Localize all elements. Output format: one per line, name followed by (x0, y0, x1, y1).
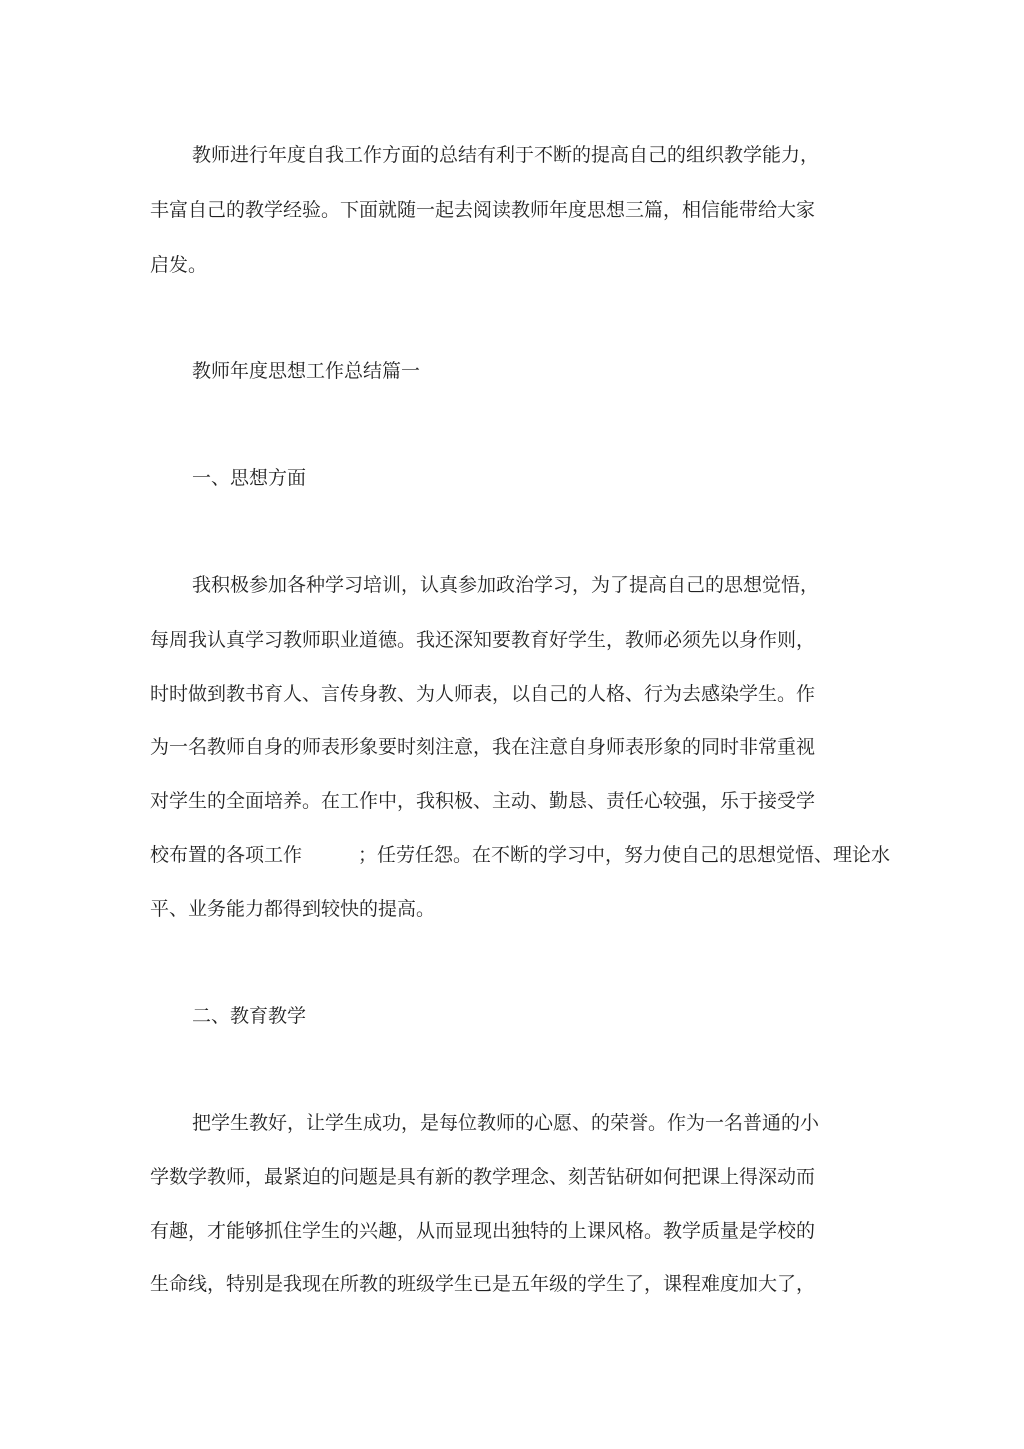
article-title: 教师年度思想工作总结篇一 (192, 360, 421, 382)
section-2-line-2: 学数学教师，最紧迫的问题是具有新的教学理念、刻苦钻研如何把课上得深动而 (150, 1166, 816, 1188)
section-2-line-3: 有趣，才能够抓住学生的兴趣，从而显现出独特的上课风格。教学质量是学校的 (150, 1220, 816, 1242)
section-1-line-3: 时时做到教书育人、言传身教、为人师表，以自己的人格、行为去感染学生。作 (150, 683, 816, 705)
section-1-line-7: 平、业务能力都得到较快的提高。 (150, 898, 436, 920)
section-1-line-6-part-b: ；任劳任怨。在不断的学习中，努力使自己的思想觉悟、理论水 (358, 844, 891, 866)
section-1-line-6-part-a: 校布置的各项工作 (150, 844, 303, 866)
section-1-line-1: 我积极参加各种学习培训，认真参加政治学习，为了提高自己的思想觉悟， (192, 574, 820, 596)
section-1-line-6 (150, 843, 890, 867)
intro-line-3: 启发。 (150, 254, 208, 276)
section-1-line-2: 每周我认真学习教师职业道德。我还深知要教育好学生，教师必须先以身作则， (150, 629, 816, 651)
intro-line-2: 丰富自己的教学经验。下面就随一起去阅读教师年度思想三篇，相信能带给大家 (150, 199, 816, 221)
intro-line-1: 教师进行年度自我工作方面的总结有利于不断的提高自己的组织教学能力， (192, 144, 820, 166)
section-1-heading: 一、思想方面 (192, 467, 307, 489)
section-1-line-5: 对学生的全面培养。在工作中，我积极、主动、勤恳、责任心较强，乐于接受学 (150, 790, 816, 812)
section-1-line-4: 为一名教师自身的师表形象要时刻注意，我在注意自身师表形象的同时非常重视 (150, 736, 816, 758)
section-2-line-1: 把学生教好，让学生成功，是每位教师的心愿、的荣誉。作为一名普通的小 (192, 1112, 820, 1134)
section-2-heading: 二、教育教学 (192, 1005, 307, 1027)
section-2-line-4: 生命线，特别是我现在所教的班级学生已是五年级的学生了，课程难度加大了， (150, 1273, 816, 1295)
